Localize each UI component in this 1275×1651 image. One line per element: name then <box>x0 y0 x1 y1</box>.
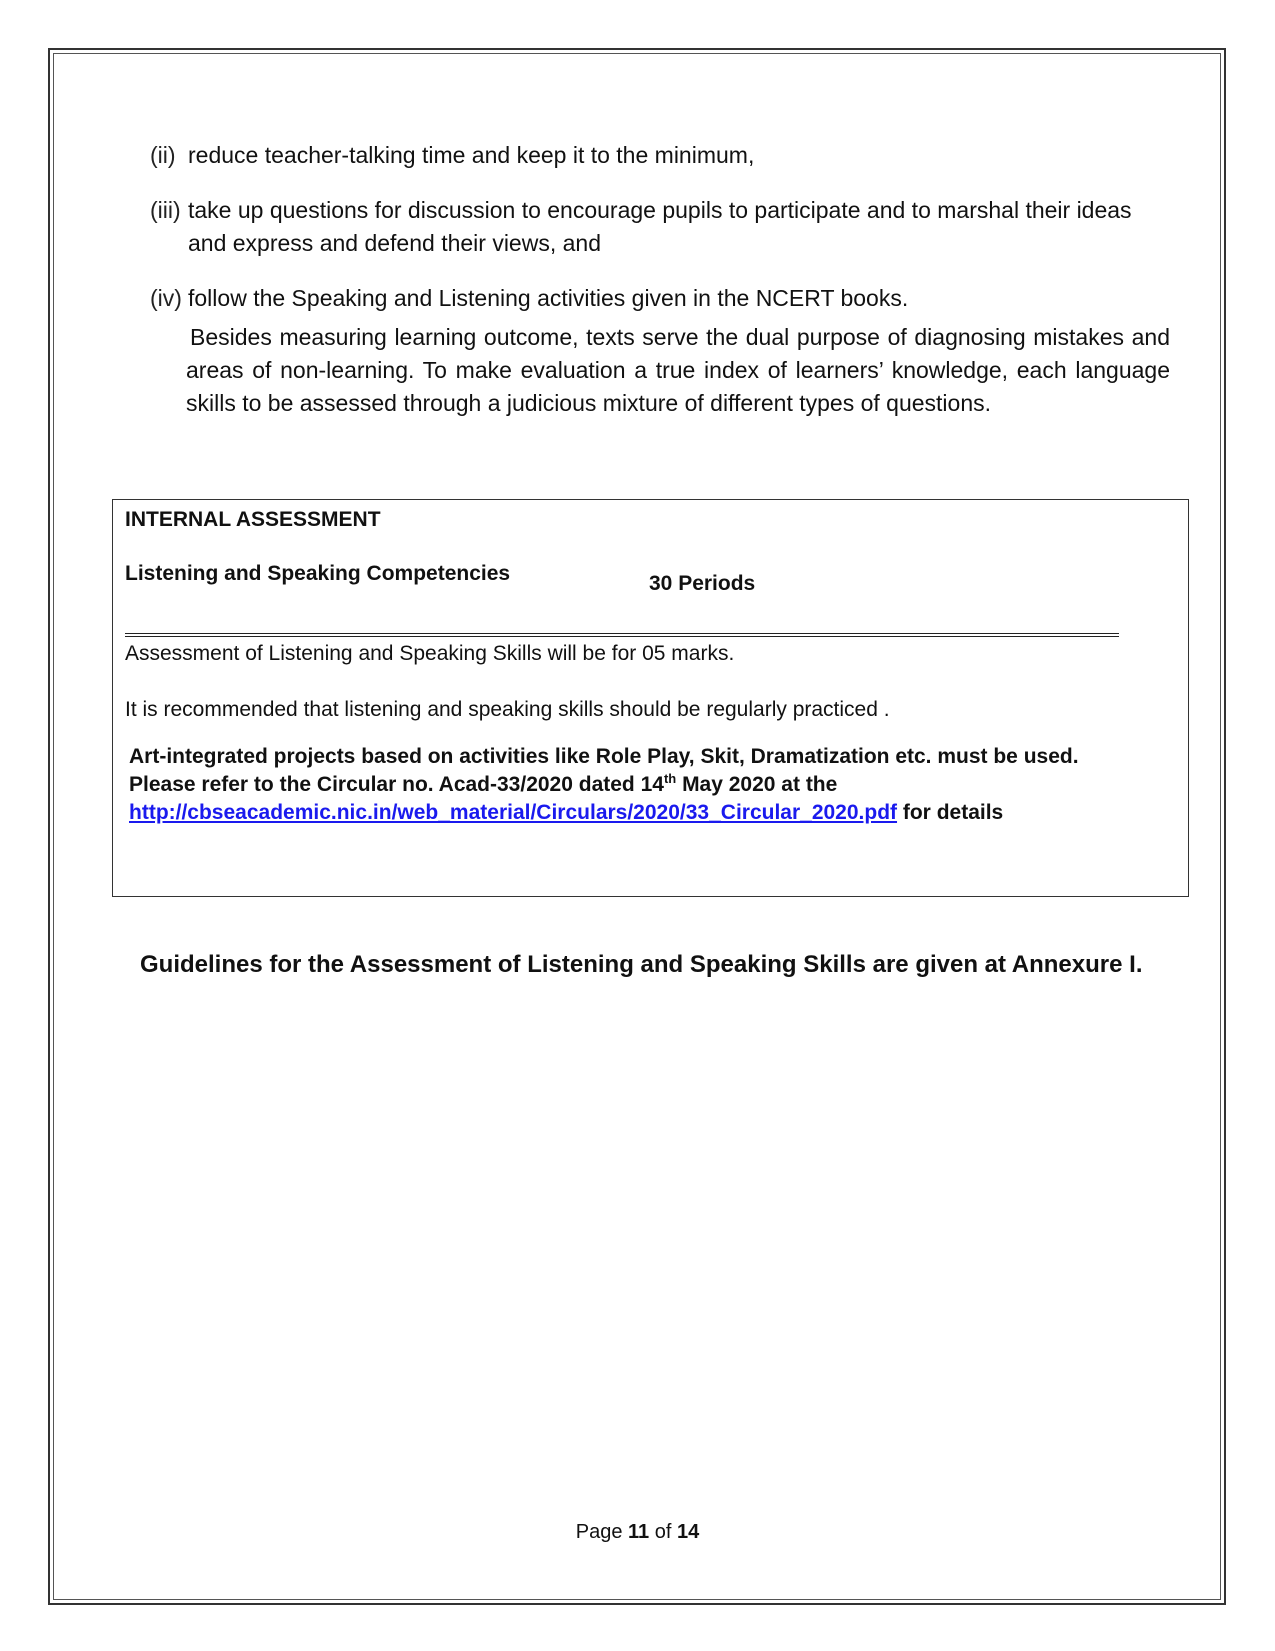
periods-label: 30 Periods <box>649 572 756 595</box>
list-item <box>150 139 1160 172</box>
circular-date-text: May 2020 at the <box>676 773 838 796</box>
recommendation-statement: It is recommended that listening and speaking skills should be regularly practiced . <box>125 698 890 721</box>
list-item-text: take up questions for discussion to encourage pupils to participate and to marshal their ideas and express and defend their views, and <box>188 197 1132 256</box>
body-paragraph: Besides measuring learning outcome, texts serve the dual purpose of diagnosing mistakes and areas of non-learning. To make evaluation a true index of learners’ knowledge, each language skills to be assessed through a judicious mixture of different types of questions. <box>186 324 1170 416</box>
footer-mid: of <box>649 1521 677 1543</box>
link-suffix: for details <box>897 801 1004 824</box>
guidelines-heading: Guidelines for the Assessment of Listening and Speaking Skills are given at Annexure I. <box>140 951 1143 978</box>
circular-reference-line <box>129 771 1169 799</box>
list-item <box>150 282 1160 315</box>
marks-statement: Assessment of Listening and Speaking Skills will be for 05 marks. <box>125 642 735 665</box>
list-item-number: (iii) <box>150 197 181 223</box>
box-subtitle: Listening and Speaking Competencies <box>125 562 511 585</box>
list-item <box>150 194 1160 260</box>
art-integrated-note <box>129 743 1169 827</box>
circular-link[interactable]: http://cbseacademic.nic.in/web_material/Circulars/2020/33_Circular_2020.pdf <box>129 801 898 824</box>
box-title: INTERNAL ASSESSMENT <box>125 508 381 531</box>
page-footer <box>0 1521 1275 1544</box>
list-item-text: reduce teacher-talking time and keep it to the minimum, <box>188 142 755 168</box>
list-item-number: (ii) <box>150 142 176 168</box>
list-item-text: follow the Speaking and Listening activities given in the NCERT books. <box>188 285 909 311</box>
double-rule-bottom <box>125 636 1119 637</box>
circular-text: Please refer to the Circular no. Acad-33/2020 dated 14 <box>129 773 664 796</box>
art-integrated-line: Art-integrated projects based on activities like Role Play, Skit, Dramatization etc. must be used. <box>129 745 1079 768</box>
list-item-number: (iv) <box>150 285 182 311</box>
internal-assessment-box <box>112 499 1189 897</box>
footer-prefix: Page <box>575 1521 629 1543</box>
circular-link-line <box>129 799 1169 827</box>
total-pages: 14 <box>676 1521 700 1543</box>
ordinal-suffix: th <box>663 771 677 786</box>
current-page: 11 <box>628 1521 650 1543</box>
double-rule-top <box>125 633 1119 634</box>
